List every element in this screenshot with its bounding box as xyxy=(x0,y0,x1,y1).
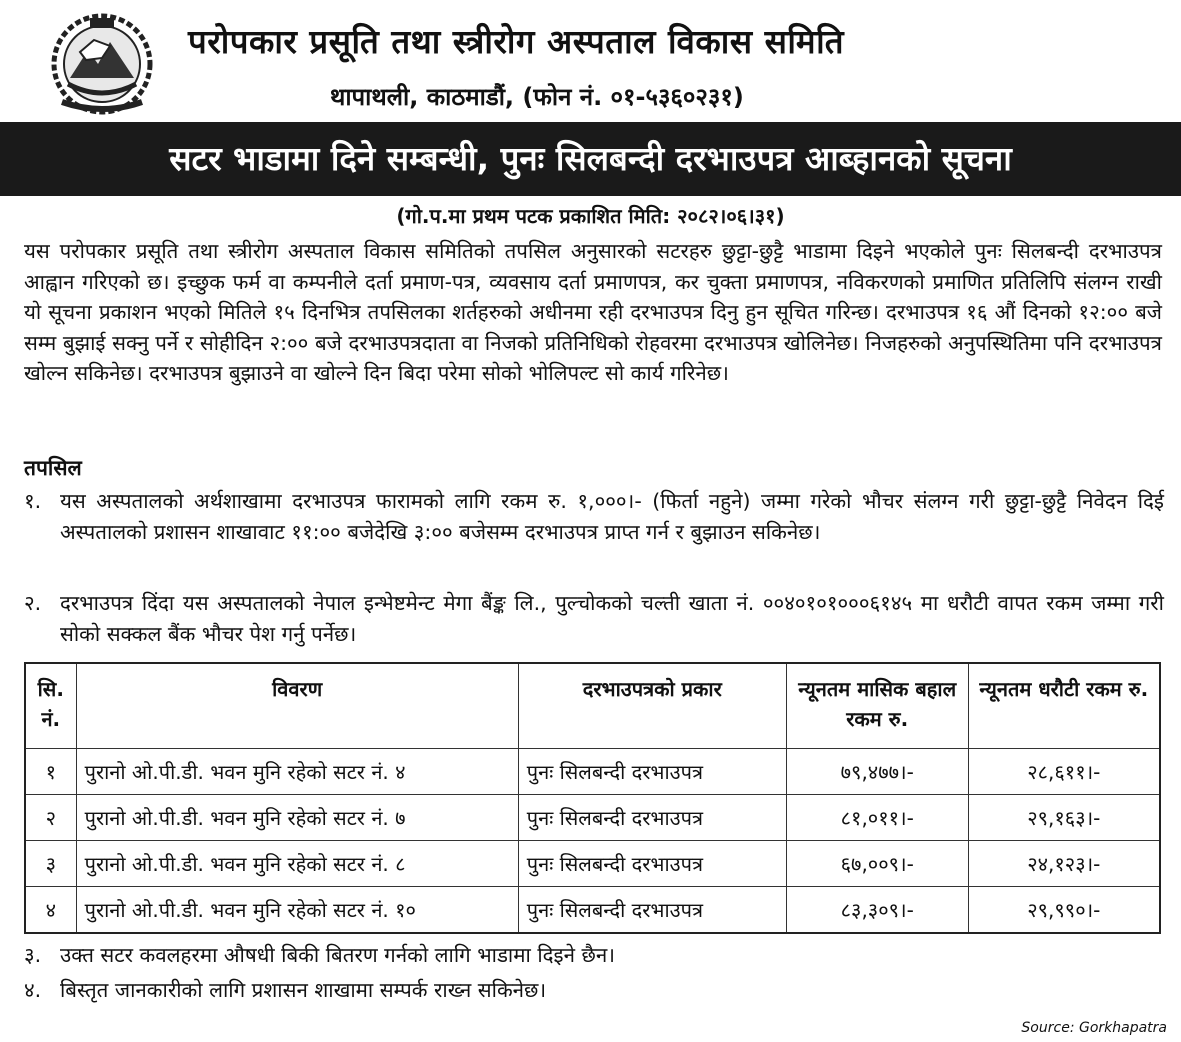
condition-item xyxy=(24,975,1164,1006)
cell-description: पुरानो ओ.पी.डी. भवन मुनि रहेको सटर नं. ७ xyxy=(76,795,518,841)
organization-name: परोपकार प्रसूति तथा स्त्रीरोग अस्पताल विकास समिति xyxy=(188,22,845,61)
source-credit: Source: Gorkhapatra xyxy=(1021,1020,1167,1036)
column-header-min-deposit: न्यूनतम धरौटी रकम रु. xyxy=(968,663,1160,749)
cell-min-deposit: २९,१६३।- xyxy=(968,795,1160,841)
publication-date: (गो.प.मा प्रथम पटक प्रकाशित मिति: २०८२।०६।३१) xyxy=(396,204,785,228)
condition-number: ३. xyxy=(24,943,42,967)
cell-description: पुरानो ओ.पी.डी. भवन मुनि रहेको सटर नं. ४ xyxy=(76,749,518,795)
notice-title-banner: सटर भाडामा दिने सम्बन्धी, पुनः सिलबन्दी दरभाउपत्र आब्हानको सूचना xyxy=(0,122,1181,196)
cell-min-rent: ६७,००९।- xyxy=(786,841,968,887)
cell-sn: ३ xyxy=(25,841,76,887)
cell-bid-type: पुनः सिलबन्दी दरभाउपत्र xyxy=(518,749,786,795)
notice-body-text: यस परोपकार प्रसूति तथा स्त्रीरोग अस्पताल विकास समितिको तपसिल अनुसारको सटरहरु छुट्टा-छुट्टै भाडामा दिइने भएकोले पुनः सिलबन्दी दरभाउपत्र आह्वान गरिएको छ। इच्छुक फर्म वा कम्पनीले दर्ता प्रमाण-पत्र, व्यवसाय दर्ता प्रमाणपत्र, कर चुक्ता प्रमाणपत्र, नविकरणको प्रमाणित प्रतिलिपि संलग्न राखी यो सूचना प्रकाशन भएको मितिले १५ दिनभित्र तपसिलका शर्तहरुको अधीनमा रही दरभाउपत्र दिनु हुन सूचित गरिन्छ। दरभाउपत्र १६ औं दिनको १२:०० बजे सम्म बुझाई सक्नु पर्ने र सोहीदिन २:०० बजे दरभाउपत्रदाता वा निजको प्रतिनिधिको रोहवरमा दरभाउपत्र खोलिनेछ। निजहरुको अनुपस्थितिमा पनि दरभाउपत्र खोल्न सकिनेछ। दरभाउपत्र बुझाउने वा खोल्ने दिन बिदा परेमा सोको भोलिपल्ट सो कार्य गरिनेछ। xyxy=(24,239,1162,385)
condition-number: १. xyxy=(24,489,42,513)
column-header-bid-type: दरभाउपत्रको प्रकार xyxy=(518,663,786,749)
cell-min-rent: ७९,४७७।- xyxy=(786,749,968,795)
table-row xyxy=(25,749,1160,795)
cell-min-rent: ८१,०११।- xyxy=(786,795,968,841)
organization-address: थापाथली, काठमाडौं, (फोन नं. ०१-५३६०२३१) xyxy=(330,83,744,111)
nepal-government-emblem-icon xyxy=(40,12,164,118)
column-header-sn: सि. नं. xyxy=(25,663,76,749)
cell-min-deposit: २४,१२३।- xyxy=(968,841,1160,887)
condition-number: २. xyxy=(24,591,42,615)
column-header-min-rent: न्यूनतम मासिक बहाल रकम रु. xyxy=(786,663,968,749)
cell-description: पुरानो ओ.पी.डी. भवन मुनि रहेको सटर नं. १० xyxy=(76,887,518,934)
cell-min-rent: ८३,३०९।- xyxy=(786,887,968,934)
notice-header xyxy=(0,0,1181,120)
table-row xyxy=(25,841,1160,887)
table-header-row xyxy=(25,663,1160,749)
tapasil-heading: तपसिल xyxy=(24,456,82,480)
table-row xyxy=(25,795,1160,841)
cell-min-deposit: २९,९९०।- xyxy=(968,887,1160,934)
condition-number: ४. xyxy=(24,978,42,1002)
cell-bid-type: पुनः सिलबन्दी दरभाउपत्र xyxy=(518,887,786,934)
condition-item xyxy=(24,588,1164,649)
condition-text: उक्त सटर कवलहरमा औषधी बिकी बितरण गर्नको लागि भाडामा दिइने छैन। xyxy=(60,943,615,967)
cell-sn: १ xyxy=(25,749,76,795)
condition-text: दरभाउपत्र दिंदा यस अस्पतालको नेपाल इन्भेष्टमेन्ट मेगा बैंङ्क लि., पुल्चोकको चल्ती खाता नं. ००४०१०१०००६१४५ मा धरौटी वापत रकम जम्मा गरी सोको सक्कल बैंक भौचर पेश गर्नु पर्नेछ। xyxy=(60,591,1164,646)
shutter-table xyxy=(24,662,1161,934)
cell-bid-type: पुनः सिलबन्दी दरभाउपत्र xyxy=(518,795,786,841)
table-row xyxy=(25,887,1160,934)
cell-bid-type: पुनः सिलबन्दी दरभाउपत्र xyxy=(518,841,786,887)
column-header-description: विवरण xyxy=(76,663,518,749)
condition-item xyxy=(24,486,1164,547)
cell-sn: ४ xyxy=(25,887,76,934)
condition-text: बिस्तृत जानकारीको लागि प्रशासन शाखामा सम्पर्क राख्न सकिनेछ। xyxy=(60,978,547,1002)
condition-text: यस अस्पतालको अर्थशाखामा दरभाउपत्र फारामको लागि रकम रु. १,०००।- (फिर्ता नहुने) जम्मा गरेको भौचर संलग्न गरी छुट्टा-छुट्टै निवेदन दिई अस्पतालको प्रशासन शाखावाट ११:०० बजेदेखि ३:०० बजेसम्म दरभाउपत्र प्राप्त गर्न र बुझाउन सकिनेछ। xyxy=(60,489,1164,544)
cell-min-deposit: २८,६११।- xyxy=(968,749,1160,795)
condition-item xyxy=(24,940,1164,971)
cell-sn: २ xyxy=(25,795,76,841)
cell-description: पुरानो ओ.पी.डी. भवन मुनि रहेको सटर नं. ८ xyxy=(76,841,518,887)
